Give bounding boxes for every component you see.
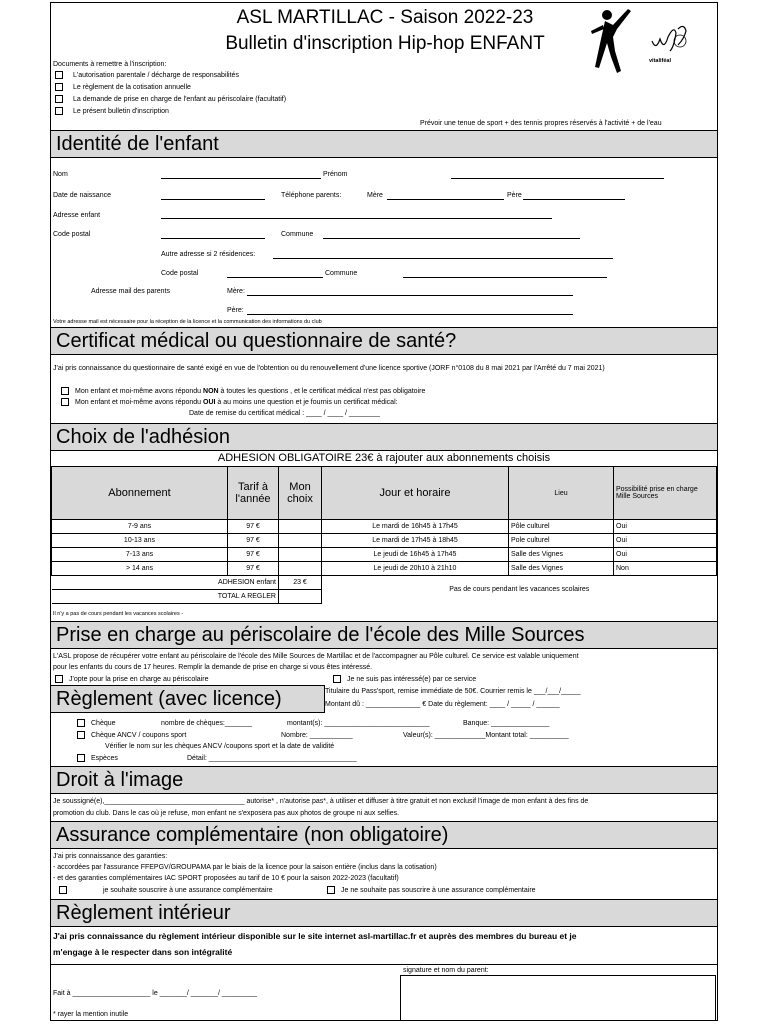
rayer-note: * rayer la mention inutile: [53, 1011, 129, 1018]
banque: Banque: _______________: [463, 720, 550, 727]
mail-mere-label: Mère:: [227, 288, 245, 295]
no-cours-note: Pas de cours pendant les vacances scolaires: [322, 576, 717, 604]
certificat-date-remise: Date de remise du certificat médical : ____ / ____ / ________: [189, 410, 381, 417]
section-identite: Identité de l'enfant: [51, 130, 717, 158]
form-subtitle: Bulletin d'inscription Hip-hop ENFANT: [225, 33, 545, 54]
section-interieur: Règlement intérieur: [51, 899, 717, 927]
no-cours-small: Il n'y a pas de cours pendant les vacances scolaires -: [53, 611, 184, 617]
ancv-nombre: Nombre: ___________: [281, 732, 353, 739]
cheque-label: Chèque: [91, 720, 116, 727]
section-assurance: Assurance complémentaire (non obligatoire): [51, 821, 717, 849]
assurance-non-checkbox[interactable]: [327, 886, 335, 894]
naissance-label: Date de naissance: [53, 192, 111, 199]
fait-a: Fait à ____________________ le _______/ _______/ _________: [53, 990, 257, 997]
documents-note: Prévoir une tenue de sport + des tennis propres réservés à l'activité + de l'eau: [420, 120, 662, 127]
dancer-logo-icon: [587, 7, 637, 77]
mere-label: Mère: [367, 192, 383, 199]
section-certificat: Certificat médical ou questionnaire de santé?: [51, 327, 717, 355]
documents-heading: Documents à remettre à l'inscription:: [53, 61, 167, 68]
certificat-option-oui: Mon enfant et moi-même avons répondu OUI à au moins une question et je fournis un certificat médical:: [75, 399, 398, 406]
periscolaire-oui-checkbox[interactable]: [55, 675, 63, 683]
autre-adresse-label: Autre adresse si 2 résidences:: [161, 251, 256, 258]
mere-phone-field[interactable]: [387, 192, 504, 200]
adhesion-enfant-label: ADHESION enfant: [52, 576, 279, 590]
autre-adresse-field[interactable]: [273, 251, 613, 259]
col-periscolaire: Possibilité prise en charge Mille Sources: [614, 467, 717, 520]
especes-detail: Détail: ______________________________________: [187, 755, 357, 762]
assurance-opt1: je souhaite souscrire à une assurance complémentaire: [103, 887, 273, 894]
commune2-field[interactable]: [403, 270, 607, 278]
mail-pere-field[interactable]: [247, 307, 573, 315]
ancv-valeurs: Valeur(s): _____________Montant total: __________: [403, 732, 569, 739]
logo-text: vitaliféal: [649, 58, 672, 64]
adresse-label: Adresse enfant: [53, 212, 101, 219]
commune-field[interactable]: [323, 231, 580, 239]
choix-cell[interactable]: [279, 548, 322, 562]
section-image: Droit à l'image: [51, 766, 717, 794]
table-row: > 14 ans 97 € Le jeudi de 20h10 à 21h10 Salle des Vignes Non: [52, 562, 717, 576]
vitaliféal-logo-icon: [648, 21, 690, 63]
periscolaire-opt2: Je ne suis pas intéressé(e) par ce service: [347, 676, 477, 683]
code-postal2-label: Code postal: [161, 270, 199, 277]
choix-cell[interactable]: [279, 534, 322, 548]
adhesion-enfant-value: 23 €: [279, 576, 322, 590]
periscolaire-opt1: J'opte pour la prise en charge au périscolaire: [69, 676, 209, 683]
nom-field[interactable]: [161, 171, 321, 179]
naissance-field[interactable]: [161, 192, 265, 200]
commune2-label: Commune: [325, 270, 358, 277]
choix-cell[interactable]: [279, 520, 322, 534]
certificat-oui-checkbox[interactable]: [61, 398, 69, 406]
doc-checkbox[interactable]: [55, 107, 63, 115]
verifier-note: Vérifier le nom sur les chèques ANCV /coupons sport et la date de validité: [105, 743, 335, 750]
commune-label: Commune: [281, 231, 314, 238]
interieur-text1: J'ai pris connaissance du règlement intérieur disponible sur le site internet asl-martillac.fr et auprès des membres du bureau et je: [53, 931, 577, 941]
doc-item: Le règlement de la cotisation annuelle: [73, 84, 191, 91]
mail-mere-field[interactable]: [247, 288, 573, 296]
prenom-field[interactable]: [451, 171, 664, 179]
total-label: TOTAL A REGLER: [52, 590, 279, 604]
assurance-text2: - accordées par l'assurance FFEPGV/GROUPAMA par le biais de la licence pour la saison entière (inclus dans la cotisation): [53, 864, 437, 871]
doc-item: La demande de prise en charge de l'enfant au périscolaire (facultatif): [73, 96, 287, 103]
assurance-text3: - et des garanties complémentaires IAC SPORT proposées au tarif de 10 € pour la saison 2022-2023 (facultatif): [53, 875, 399, 882]
assurance-text1: J'ai pris connaissance des garanties:: [53, 853, 168, 860]
mail-pere-label: Père:: [227, 307, 244, 314]
code-postal2-field[interactable]: [227, 270, 323, 278]
montant-du-text: Montant dû : ______________ € Date du règlement: ____ / _____ / ______: [325, 701, 560, 708]
image-text1: Je soussigné(e),____________________________________ autorise* , n'autorise pas*, à utiliser et diffuser à titre gratuit et non exclusif l'image de mon enfant à des fins de: [53, 798, 589, 805]
table-row: 7-13 ans 97 € Le jeudi de 16h45 à 17h45 Salle des Vignes Oui: [52, 548, 717, 562]
signature-box[interactable]: [400, 975, 716, 1021]
assurance-opt2: Je ne souhaite pas souscrire à une assurance complémentaire: [341, 887, 536, 894]
table-row: 10-13 ans 97 € Le mardi de 17h45 à 18h45 Pole culturel Oui: [52, 534, 717, 548]
adhesion-table: [51, 466, 717, 604]
doc-item: L'autorisation parentale / décharge de responsabilités: [73, 72, 239, 79]
form-title: ASL MARTILLAC - Saison 2022-23: [236, 7, 534, 28]
especes-label: Espèces: [91, 755, 118, 762]
adhesion-banner: ADHESION OBLIGATOIRE 23€ à rajouter aux abonnements choisis: [217, 452, 551, 464]
mail-note: Votre adresse mail est nécessaire pour la réception de la licence et la communication des informations du club: [53, 319, 322, 325]
doc-checkbox[interactable]: [55, 95, 63, 103]
certificat-intro: J'ai pris connaissance du questionnaire de santé exigé en vue de l'obtention ou du renouvellement d'une licence sportive (JORF n°0108 du 8 mai 2021 par l'Arrêté du 7 mai 2021): [53, 365, 605, 372]
section-adhesion: Choix de l'adhésion: [51, 423, 717, 451]
nb-cheques: nombre de chèques:_______: [161, 720, 253, 727]
ancv-checkbox[interactable]: [77, 731, 85, 739]
col-abonnement: Abonnement: [52, 467, 228, 520]
cheque-checkbox[interactable]: [77, 719, 85, 727]
doc-item: Le présent bulletin d'inscription: [73, 108, 169, 115]
certificat-non-checkbox[interactable]: [61, 387, 69, 395]
col-lieu: Lieu: [509, 467, 614, 520]
especes-checkbox[interactable]: [77, 754, 85, 762]
assurance-oui-checkbox[interactable]: [59, 886, 67, 894]
pere-label: Père: [507, 192, 522, 199]
code-postal-label: Code postal: [53, 231, 91, 238]
periscolaire-non-checkbox[interactable]: [333, 675, 341, 683]
mail-label: Adresse mail des parents: [91, 288, 170, 295]
ancv-label: Chèque ANCV / coupons sport: [91, 732, 187, 739]
choix-cell[interactable]: [279, 562, 322, 576]
doc-checkbox[interactable]: [55, 83, 63, 91]
periscolaire-text1: L'ASL propose de récupérer votre enfant au périscolaire de l'école des Mille Sources de Martillac et de l'accompagner au Pôle culturel. Ce service est valable uniquement: [53, 653, 579, 660]
col-choix: Mon choix: [279, 467, 322, 520]
col-horaire: Jour et horaire: [322, 467, 509, 520]
total-field[interactable]: [279, 590, 322, 604]
section-reglement: Règlement (avec licence): [51, 685, 325, 713]
periscolaire-text2: pour les enfants du cours de 17 heures. Remplir la demande de prise en charge si vous êtes intéressé.: [53, 664, 373, 671]
col-tarif: Tarif à l'année: [228, 467, 279, 520]
prenom-label: Prénom: [323, 171, 348, 178]
divider: [51, 964, 717, 965]
doc-checkbox[interactable]: [55, 71, 63, 79]
form-page: [50, 2, 718, 1021]
interieur-text2: m'engage à le respecter dans son intégralité: [53, 947, 233, 957]
pere-phone-field[interactable]: [523, 192, 625, 200]
table-row: 7-9 ans 97 € Le mardi de 16h45 à 17h45 Pôle culturel Oui: [52, 520, 717, 534]
nom-label: Nom: [53, 171, 68, 178]
adresse-field[interactable]: [161, 211, 552, 219]
image-text2: promotion du club. Dans le cas où je refuse, mon enfant ne s'exposera pas aux photos de groupe ni aux selfies.: [53, 810, 400, 817]
section-periscolaire: Prise en charge au périscolaire de l'école des Mille Sources: [51, 621, 717, 649]
passsport-text: Titulaire du Pass'sport, remise immédiate de 50€. Courrier remis le ___/___/_____: [325, 688, 581, 695]
certificat-option-non: Mon enfant et moi-même avons répondu NON à toutes les questions , et le certificat médical n'est pas obligatoire: [75, 388, 426, 395]
signature-label: signature et nom du parent:: [403, 967, 489, 974]
code-postal-field[interactable]: [161, 231, 265, 239]
montants: montant(s): ___________________________: [287, 720, 430, 727]
telephone-label: Téléphone parents:: [281, 192, 342, 199]
